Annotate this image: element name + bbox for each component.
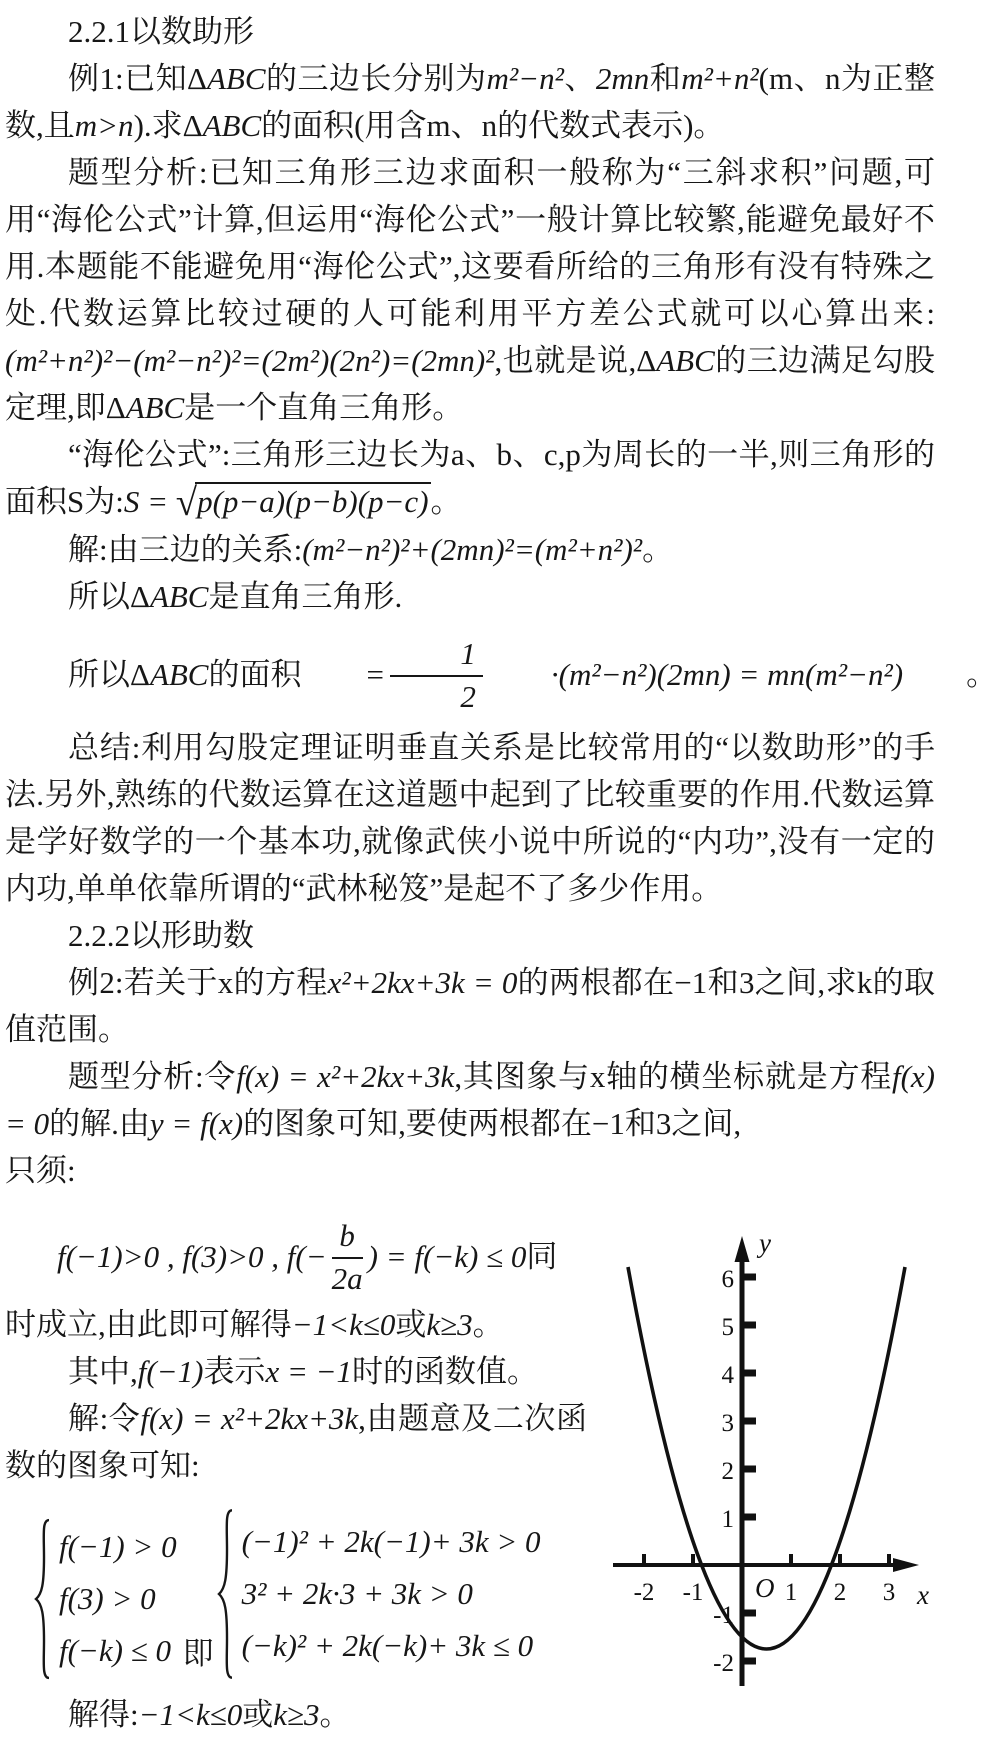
system-row: f(−k) ≤ 0	[59, 1632, 171, 1668]
y-axis-arrow-icon	[735, 1236, 750, 1262]
text-run: 、	[563, 61, 596, 96]
math-run: (m²+n²)²−(m²−n²)²=(2m²)(2n²)=(2mn)²	[5, 343, 495, 378]
math-run: ABC	[207, 61, 266, 96]
inequality-system-block	[33, 1505, 587, 1683]
system-row: (−k)² + 2k(−k)+ 3k ≤ 0	[241, 1627, 534, 1663]
example1-analysis-paragraph	[5, 149, 935, 431]
section-heading-2-2-2	[5, 912, 935, 959]
only-need-line	[5, 1147, 935, 1194]
text-run: 总结:利用勾股定理证明垂直关系是比较常用的“以数助形”的手法.另外,熟练的代数运算在这道题中起到了比较重要的作用.代数运算是学好数学的一个基本功,就像武侠小说中所说的“内功”,没有一定的内功,单单依靠所谓的“武林秘笈”是起不了多少作用。	[5, 730, 935, 907]
text-run: 的两根都在−1和3之间,求k的取值范围。	[5, 965, 935, 1048]
math-run: x²+2kx+3k = 0	[327, 965, 518, 1001]
x-axis-label: x	[917, 1580, 929, 1611]
y-tick-label: -1	[713, 1602, 734, 1630]
math-run: ABC	[202, 108, 262, 143]
text-run: “海伦公式”:三角形三边长为a、b、c,p为周长的一半,则三角形的面积S为:	[5, 437, 935, 519]
heron-lhs: S =	[123, 484, 169, 519]
cond-part1: f(−1)>0 , f(3)>0 , f(−	[57, 1238, 327, 1274]
text-run: 例2:若关于x的方程	[68, 965, 328, 1001]
text-run: 或	[242, 1696, 274, 1732]
math-run: ABC	[656, 343, 715, 378]
y-tick-label: 1	[721, 1506, 734, 1534]
y-tick-label: -2	[713, 1650, 734, 1678]
math-run: m>n	[74, 108, 134, 143]
right-curly-brace-icon	[216, 1505, 236, 1683]
example2-paragraph	[5, 959, 935, 1053]
example1-conclusion-line	[5, 573, 935, 620]
fraction-numerator: 1	[390, 634, 483, 677]
text-run: 的解.由	[49, 1106, 150, 1142]
math-run: m²+n²	[681, 61, 759, 96]
math-run: f(−1)	[137, 1353, 204, 1389]
text-run: 例1:已知Δ	[68, 61, 207, 96]
text-run: 只须:	[5, 1153, 76, 1189]
x-tick-label: 2	[833, 1579, 847, 1607]
system-right-rows	[242, 1516, 541, 1672]
y-tick-label: 5	[721, 1314, 734, 1342]
system-row: f(−1) > 0	[59, 1528, 177, 1564]
system-left-rows	[59, 1521, 177, 1677]
text-run: 表示	[203, 1353, 266, 1389]
example1-summary-paragraph	[5, 724, 935, 912]
section-heading-2-2-1	[5, 8, 935, 55]
text-run: ,也就是说,Δ	[494, 343, 657, 378]
text-run: ).求Δ	[133, 108, 203, 143]
heron-radicand: p(p−a)(p−b)(p−c)	[197, 484, 429, 519]
one-half-fraction	[390, 634, 483, 714]
note-line	[5, 1348, 587, 1395]
math-run: 2mn	[595, 61, 650, 96]
text-run: 解:由三边的关系:	[68, 532, 303, 567]
text-run: 。	[319, 1696, 351, 1732]
cond-part2: ) = f(−k) ≤ 0	[367, 1238, 527, 1274]
text-run: (m、n为正整数,且	[5, 61, 936, 143]
text-run: 是一个直角三角形。	[184, 390, 464, 425]
text-run: 和	[649, 61, 682, 96]
math-run: ABC	[125, 390, 185, 425]
conditions-formula-line	[57, 1216, 587, 1296]
example1-area-formula-line	[5, 634, 997, 714]
text-run: 的面积(用含m、n的代数式表示)。	[261, 108, 725, 143]
text-run: 的图象可知,要使两根都在−1和3之间,	[243, 1106, 742, 1142]
text-run: 。	[642, 532, 674, 567]
text-run: 题型分析:已知三角形三边求面积一般称为“三斜求积”问题,可用“海伦公式”计算,但运用“海伦公式”一般计算比较繁,能避免最好不用.本题能不能避免用“海伦公式”,这要看所给的三角形有没有特殊之处.代数运算比较过硬的人可能利用平方差公式就可以心算出来:	[5, 155, 935, 331]
example2-analysis-paragraph	[5, 1053, 935, 1147]
math-run: f(x) = x²+2kx+3k	[236, 1059, 455, 1095]
heron-formula-paragraph	[5, 431, 935, 526]
text-run: 2.2.1以数助形	[68, 14, 254, 49]
document-page	[5, 8, 997, 1738]
text-run: 时成立,由此即可解得	[5, 1306, 292, 1342]
b-over-2a-fraction	[332, 1216, 363, 1296]
system-row: 3² + 2k·3 + 3k > 0	[241, 1575, 473, 1611]
text-run: 所以Δ	[68, 656, 150, 692]
math-run: x = −1	[265, 1353, 353, 1389]
math-run: −1<k≤0	[291, 1306, 396, 1342]
x-tick-label: 1	[784, 1579, 798, 1607]
system-conjunction: 即	[182, 1635, 214, 1671]
sqrt-radical-icon: √	[175, 481, 196, 524]
math-run: f(x) = 0	[5, 1059, 936, 1142]
fraction-denominator: 2a	[331, 1260, 363, 1296]
math-run: m²−n²	[486, 61, 564, 96]
system-right-group	[216, 1505, 541, 1683]
example2-solution-lead	[5, 1395, 587, 1489]
text-run: 是直角三角形.	[208, 579, 403, 614]
x-axis-arrow-icon	[893, 1558, 919, 1572]
origin-label: O	[755, 1573, 775, 1604]
example1-solution-line	[5, 526, 935, 573]
left-curly-brace-icon	[33, 1515, 53, 1683]
text-run: 2.2.2以形助数	[68, 918, 254, 954]
graph-column	[587, 1200, 935, 1720]
area-rest: ·(m²−n²)(2mn) = mn(m²−n²)	[550, 656, 904, 692]
heron-tail: 。	[430, 484, 462, 519]
text-run: 解得:	[68, 1696, 139, 1732]
heron-sqrt-formula	[123, 481, 431, 524]
x-tick-label: -2	[633, 1579, 655, 1607]
y-tick-label: 6	[721, 1266, 734, 1294]
cond-tail: 同	[526, 1238, 558, 1274]
math-run: k≥3	[273, 1696, 320, 1732]
x-tick-label: 3	[882, 1579, 896, 1607]
y-axis-label: y	[759, 1228, 771, 1259]
math-run: y = f(x)	[149, 1106, 244, 1142]
text-run: 的三边满足勾股定理,即Δ	[5, 343, 936, 425]
text-run: 其中,	[68, 1353, 138, 1389]
text-run: ,其图象与x轴的横坐标就是方程	[454, 1059, 892, 1095]
example1-paragraph	[5, 55, 935, 149]
math-run: ABC	[149, 656, 209, 692]
text-run: 时的函数值。	[352, 1353, 539, 1389]
math-run: (m²−n²)²+(2mn)²=(m²+n²)²	[302, 532, 643, 567]
text-run: 的面积	[208, 656, 302, 692]
text-run: 的三边长分别为	[265, 61, 487, 96]
area-tail: 。	[966, 656, 997, 692]
holds-line	[5, 1301, 587, 1348]
math-run: ABC	[149, 579, 209, 614]
system-left-group	[33, 1515, 177, 1683]
text-run: ,由题意及二次函数的图象可知:	[5, 1400, 587, 1483]
text-run: 题型分析:令	[68, 1059, 237, 1095]
system-row: f(3) > 0	[59, 1580, 156, 1616]
fraction-denominator: 2	[460, 678, 476, 714]
fraction-numerator: b	[332, 1216, 363, 1259]
area-equals: =	[364, 656, 386, 692]
result-line	[5, 1691, 587, 1738]
y-tick-label: 3	[721, 1410, 734, 1438]
area-lead	[5, 651, 302, 698]
text-run: 所以Δ	[68, 579, 150, 614]
y-tick-label: 2	[721, 1458, 734, 1486]
left-text-column	[5, 1194, 587, 1737]
math-run: −1<k≤0	[138, 1696, 243, 1732]
text-and-graph-zone	[5, 1194, 935, 1737]
math-run: f(x) = x²+2kx+3k	[140, 1400, 359, 1436]
parabola-graph	[587, 1200, 935, 1720]
text-run: 。	[472, 1306, 504, 1342]
x-tick-label: -1	[682, 1579, 704, 1607]
system-row: (−1)² + 2k(−1)+ 3k > 0	[241, 1523, 541, 1559]
text-run: 解:令	[68, 1400, 141, 1436]
y-tick-label: 4	[721, 1362, 734, 1390]
math-run: k≥3	[426, 1306, 473, 1342]
text-run: 或	[395, 1306, 427, 1342]
